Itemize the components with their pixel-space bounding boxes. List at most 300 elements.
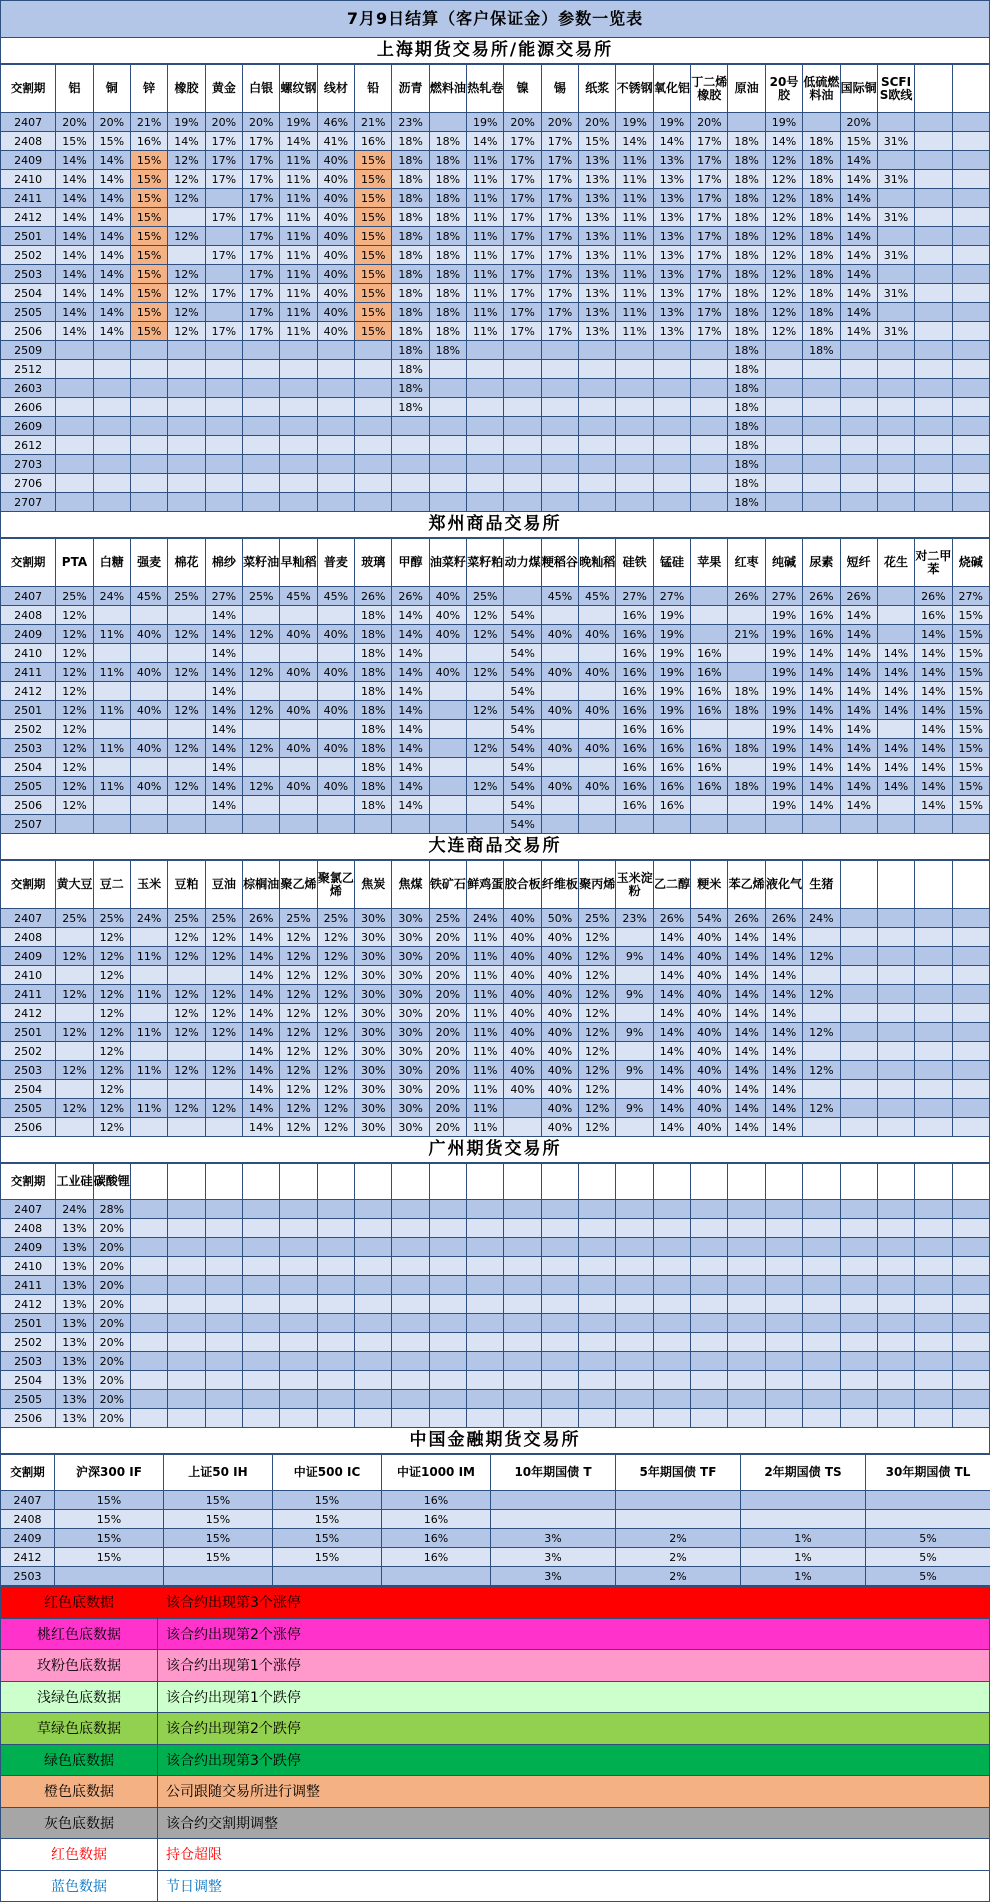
margin-rate-cell	[243, 360, 280, 379]
margin-rate-cell	[317, 493, 354, 512]
margin-rate-cell: 16%	[616, 663, 653, 682]
margin-rate-cell: 24%	[130, 909, 167, 928]
margin-rate-cell	[952, 966, 989, 985]
margin-rate-cell	[205, 1118, 242, 1137]
margin-rate-cell	[616, 1118, 653, 1137]
margin-rate-cell: 3%	[491, 1529, 616, 1548]
margin-rate-cell	[317, 1219, 354, 1238]
table-row	[1, 1276, 990, 1295]
table-row	[1, 208, 990, 227]
margin-rate-cell	[803, 1238, 840, 1257]
margin-rate-cell: 11%	[467, 189, 504, 208]
margin-rate-cell	[653, 360, 690, 379]
margin-rate-cell	[579, 1371, 616, 1390]
margin-rate-cell	[915, 1061, 952, 1080]
margin-rate-cell	[467, 1219, 504, 1238]
margin-rate-cell	[616, 398, 653, 417]
margin-rate-cell: 11%	[93, 663, 130, 682]
margin-rate-cell	[205, 1333, 242, 1352]
margin-rate-cell: 14%	[392, 739, 429, 758]
margin-rate-cell: 14%	[93, 303, 130, 322]
margin-rate-cell: 16%	[616, 701, 653, 720]
margin-rate-cell	[168, 398, 205, 417]
margin-rate-cell: 2%	[616, 1548, 741, 1567]
margin-rate-cell	[243, 1352, 280, 1371]
margin-rate-cell: 14%	[728, 1080, 765, 1099]
margin-rate-cell: 40%	[541, 625, 578, 644]
delivery-period-cell: 2408	[1, 928, 56, 947]
margin-rate-cell	[691, 417, 728, 436]
margin-rate-cell	[803, 1219, 840, 1238]
margin-rate-cell: 17%	[205, 170, 242, 189]
delivery-period-cell: 2501	[1, 1023, 56, 1042]
margin-rate-cell	[579, 1295, 616, 1314]
margin-rate-cell: 30%	[355, 966, 392, 985]
margin-rate-cell: 14%	[392, 663, 429, 682]
margin-rate-cell: 40%	[317, 322, 354, 341]
margin-rate-cell	[915, 208, 952, 227]
margin-rate-cell: 14%	[243, 947, 280, 966]
margin-rate-cell	[205, 1257, 242, 1276]
margin-rate-cell	[130, 815, 167, 834]
margin-rate-cell: 40%	[541, 1080, 578, 1099]
margin-rate-cell: 25%	[317, 909, 354, 928]
column-header: 橡胶	[168, 65, 205, 113]
margin-rate-cell: 40%	[579, 625, 616, 644]
margin-rate-cell: 14%	[840, 625, 877, 644]
margin-rate-cell	[467, 1238, 504, 1257]
column-header: 沪深300 IF	[55, 1455, 164, 1491]
margin-rate-cell: 18%	[429, 341, 466, 360]
margin-rate-cell	[952, 1080, 989, 1099]
margin-rate-cell	[952, 303, 989, 322]
margin-rate-cell	[579, 1276, 616, 1295]
margin-rate-cell: 20%	[579, 113, 616, 132]
margin-rate-cell	[952, 379, 989, 398]
margin-rate-cell	[243, 720, 280, 739]
margin-rate-cell	[168, 606, 205, 625]
legend-row	[1, 1744, 990, 1776]
margin-rate-cell: 14%	[728, 928, 765, 947]
margin-rate-cell	[691, 474, 728, 493]
margin-rate-cell	[467, 341, 504, 360]
margin-rate-cell	[355, 1371, 392, 1390]
margin-rate-cell	[803, 1295, 840, 1314]
margin-rate-cell: 18%	[728, 455, 765, 474]
margin-rate-cell	[840, 360, 877, 379]
margin-rate-cell	[952, 1238, 989, 1257]
margin-rate-cell: 54%	[691, 909, 728, 928]
margin-rate-cell	[915, 132, 952, 151]
margin-rate-cell	[317, 1257, 354, 1276]
margin-rate-cell	[130, 474, 167, 493]
margin-rate-cell: 12%	[280, 1118, 317, 1137]
margin-rate-cell: 13%	[56, 1295, 93, 1314]
margin-rate-cell	[467, 1200, 504, 1219]
margin-rate-cell	[803, 398, 840, 417]
margin-rate-cell	[616, 1004, 653, 1023]
margin-rate-cell: 17%	[243, 265, 280, 284]
margin-rate-cell: 18%	[728, 208, 765, 227]
margin-rate-cell	[355, 341, 392, 360]
margin-rate-cell	[205, 1276, 242, 1295]
margin-rate-cell	[803, 815, 840, 834]
margin-rate-cell	[205, 1409, 242, 1428]
margin-rate-cell	[541, 455, 578, 474]
margin-rate-cell: 12%	[205, 1099, 242, 1118]
margin-rate-cell	[653, 1200, 690, 1219]
margin-rate-cell: 11%	[467, 284, 504, 303]
margin-rate-cell: 13%	[653, 151, 690, 170]
margin-rate-cell	[803, 1352, 840, 1371]
margin-rate-cell	[467, 644, 504, 663]
margin-rate-cell: 16%	[653, 796, 690, 815]
column-header: 不锈钢	[616, 65, 653, 113]
margin-rate-cell	[205, 815, 242, 834]
margin-rate-cell	[56, 360, 93, 379]
margin-rate-cell: 13%	[56, 1219, 93, 1238]
margin-rate-cell	[130, 1409, 167, 1428]
table-row	[1, 1118, 990, 1137]
margin-rate-cell: 12%	[205, 947, 242, 966]
legend-description: 该合约出现第3个涨停	[158, 1587, 990, 1619]
margin-rate-cell: 9%	[616, 947, 653, 966]
margin-rate-cell: 40%	[691, 1099, 728, 1118]
margin-rate-cell	[541, 758, 578, 777]
margin-rate-cell: 14%	[653, 928, 690, 947]
margin-rate-cell: 17%	[691, 284, 728, 303]
margin-rate-cell: 14%	[840, 284, 877, 303]
column-header	[952, 861, 989, 909]
margin-rate-cell: 14%	[840, 322, 877, 341]
margin-rate-cell	[877, 151, 914, 170]
margin-rate-cell	[317, 815, 354, 834]
margin-rate-cell: 30%	[392, 1061, 429, 1080]
table-row	[1, 227, 990, 246]
table-row	[1, 985, 990, 1004]
column-header: 工业硅	[56, 1164, 93, 1200]
margin-rate-cell: 24%	[93, 587, 130, 606]
margin-rate-cell	[915, 151, 952, 170]
margin-rate-cell	[728, 720, 765, 739]
margin-rate-cell	[915, 265, 952, 284]
margin-rate-cell	[392, 1257, 429, 1276]
margin-rate-cell	[952, 1390, 989, 1409]
margin-rate-cell: 40%	[504, 985, 541, 1004]
margin-rate-cell	[915, 189, 952, 208]
margin-rate-cell	[56, 1080, 93, 1099]
margin-rate-cell: 17%	[504, 322, 541, 341]
column-header: 粳米	[691, 861, 728, 909]
margin-rate-cell: 14%	[205, 720, 242, 739]
table-row	[1, 1238, 990, 1257]
margin-rate-cell	[952, 1042, 989, 1061]
column-header	[504, 1164, 541, 1200]
margin-rate-cell	[429, 1200, 466, 1219]
margin-rate-cell: 12%	[93, 1099, 130, 1118]
margin-rate-cell: 16%	[616, 796, 653, 815]
margin-rate-cell: 16%	[653, 777, 690, 796]
margin-rate-cell	[915, 1238, 952, 1257]
margin-rate-cell	[840, 1295, 877, 1314]
margin-rate-cell: 30%	[392, 947, 429, 966]
margin-rate-cell	[691, 493, 728, 512]
table-row	[1, 246, 990, 265]
column-header: 中证1000 IM	[382, 1455, 491, 1491]
margin-rate-cell: 40%	[504, 1080, 541, 1099]
margin-rate-cell	[93, 417, 130, 436]
delivery-period-cell: 2408	[1, 132, 56, 151]
margin-rate-cell	[429, 398, 466, 417]
margin-rate-cell	[317, 436, 354, 455]
margin-rate-cell: 12%	[579, 1023, 616, 1042]
margin-rate-cell	[877, 189, 914, 208]
margin-rate-cell: 12%	[168, 265, 205, 284]
margin-rate-cell: 18%	[392, 132, 429, 151]
margin-rate-cell	[467, 682, 504, 701]
column-header: 苹果	[691, 539, 728, 587]
margin-rate-cell	[915, 1352, 952, 1371]
margin-rate-cell: 16%	[691, 644, 728, 663]
margin-rate-cell	[541, 796, 578, 815]
margin-rate-cell	[840, 1023, 877, 1042]
margin-rate-cell	[616, 1276, 653, 1295]
margin-rate-cell	[504, 1200, 541, 1219]
margin-rate-cell: 18%	[392, 208, 429, 227]
margin-rate-cell: 12%	[765, 265, 802, 284]
column-header: 锡	[541, 65, 578, 113]
margin-rate-cell	[382, 1567, 491, 1586]
margin-rate-cell: 13%	[56, 1333, 93, 1352]
column-header: 胶合板	[504, 861, 541, 909]
margin-rate-cell: 15%	[952, 758, 989, 777]
delivery-period-cell: 2505	[1, 1099, 56, 1118]
margin-rate-cell	[765, 1276, 802, 1295]
margin-rate-cell: 14%	[205, 606, 242, 625]
margin-rate-cell	[504, 455, 541, 474]
margin-rate-cell: 11%	[280, 189, 317, 208]
column-header: 聚氯乙烯	[317, 861, 354, 909]
margin-rate-cell	[840, 985, 877, 1004]
column-header	[915, 861, 952, 909]
margin-rate-cell	[915, 493, 952, 512]
margin-rate-cell	[840, 379, 877, 398]
delivery-period-cell: 2603	[1, 379, 56, 398]
margin-rate-cell	[877, 417, 914, 436]
table-row	[1, 947, 990, 966]
margin-rate-cell: 17%	[205, 132, 242, 151]
margin-rate-cell	[130, 1042, 167, 1061]
margin-rate-cell	[168, 1238, 205, 1257]
table-row	[1, 1352, 990, 1371]
margin-rate-cell	[429, 417, 466, 436]
margin-table	[0, 64, 990, 512]
table-row	[1, 322, 990, 341]
table-row	[1, 928, 990, 947]
margin-rate-cell	[691, 1238, 728, 1257]
margin-rate-cell: 23%	[392, 113, 429, 132]
margin-rate-cell: 40%	[691, 1004, 728, 1023]
margin-rate-cell: 14%	[392, 796, 429, 815]
margin-rate-cell	[392, 1200, 429, 1219]
margin-rate-cell	[243, 1276, 280, 1295]
margin-rate-cell	[392, 1352, 429, 1371]
margin-rate-cell: 14%	[840, 739, 877, 758]
margin-rate-cell	[952, 1333, 989, 1352]
margin-rate-cell: 12%	[93, 928, 130, 947]
margin-rate-cell	[579, 644, 616, 663]
margin-rate-cell: 17%	[243, 189, 280, 208]
margin-rate-cell: 14%	[93, 265, 130, 284]
margin-rate-cell: 31%	[877, 322, 914, 341]
margin-rate-cell: 14%	[915, 739, 952, 758]
margin-rate-cell: 19%	[653, 663, 690, 682]
margin-rate-cell: 40%	[541, 701, 578, 720]
margin-rate-cell: 16%	[691, 758, 728, 777]
margin-rate-cell: 17%	[541, 132, 578, 151]
column-header: 焦炭	[355, 861, 392, 909]
table-row	[1, 151, 990, 170]
margin-rate-cell	[392, 417, 429, 436]
column-header: 原油	[728, 65, 765, 113]
margin-rate-cell	[130, 379, 167, 398]
margin-rate-cell: 20%	[93, 1219, 130, 1238]
margin-rate-cell: 2%	[616, 1529, 741, 1548]
margin-rate-cell: 18%	[728, 360, 765, 379]
margin-rate-cell	[168, 474, 205, 493]
margin-rate-cell	[392, 493, 429, 512]
margin-rate-cell: 17%	[541, 151, 578, 170]
margin-rate-cell: 14%	[915, 720, 952, 739]
margin-rate-cell	[866, 1491, 990, 1510]
margin-rate-cell	[168, 493, 205, 512]
margin-rate-cell: 11%	[467, 985, 504, 1004]
margin-rate-cell: 12%	[56, 625, 93, 644]
margin-rate-cell	[691, 1333, 728, 1352]
column-header: 交割期	[1, 1164, 56, 1200]
margin-rate-cell: 18%	[728, 493, 765, 512]
margin-rate-cell	[355, 1333, 392, 1352]
margin-rate-cell	[168, 455, 205, 474]
margin-rate-cell	[429, 644, 466, 663]
margin-rate-cell: 12%	[168, 151, 205, 170]
margin-rate-cell	[93, 360, 130, 379]
margin-rate-cell	[541, 1219, 578, 1238]
margin-rate-cell	[653, 398, 690, 417]
margin-rate-cell: 16%	[382, 1510, 491, 1529]
margin-rate-cell: 14%	[467, 132, 504, 151]
table-row	[1, 758, 990, 777]
delivery-period-cell: 2407	[1, 1200, 56, 1219]
legend-description: 该合约出现第2个涨停	[158, 1618, 990, 1650]
margin-rate-cell	[616, 1371, 653, 1390]
margin-rate-cell: 14%	[877, 758, 914, 777]
margin-rate-cell: 14%	[56, 208, 93, 227]
delivery-period-cell: 2504	[1, 758, 56, 777]
margin-rate-cell	[392, 815, 429, 834]
margin-rate-cell	[467, 417, 504, 436]
margin-rate-cell: 20%	[243, 113, 280, 132]
margin-rate-cell: 40%	[317, 739, 354, 758]
margin-rate-cell: 17%	[504, 170, 541, 189]
margin-rate-cell: 16%	[915, 606, 952, 625]
margin-rate-cell: 30%	[355, 1118, 392, 1137]
margin-rate-cell: 12%	[168, 189, 205, 208]
margin-rate-cell	[840, 1118, 877, 1137]
margin-rate-cell: 19%	[765, 701, 802, 720]
margin-rate-cell: 12%	[56, 985, 93, 1004]
margin-rate-cell	[579, 1390, 616, 1409]
margin-rate-cell	[429, 1276, 466, 1295]
margin-rate-cell: 40%	[317, 246, 354, 265]
margin-rate-cell: 16%	[382, 1548, 491, 1567]
margin-rate-cell: 12%	[280, 985, 317, 1004]
column-header: 上证50 IH	[164, 1455, 273, 1491]
margin-rate-cell: 12%	[280, 966, 317, 985]
margin-rate-cell	[243, 1200, 280, 1219]
margin-rate-cell	[541, 1200, 578, 1219]
margin-rate-cell: 13%	[579, 151, 616, 170]
margin-rate-cell: 14%	[728, 966, 765, 985]
margin-rate-cell	[467, 1352, 504, 1371]
margin-rate-cell: 19%	[765, 625, 802, 644]
column-header	[616, 1164, 653, 1200]
margin-rate-cell: 30%	[392, 1023, 429, 1042]
margin-rate-cell	[952, 265, 989, 284]
margin-rate-cell: 11%	[467, 966, 504, 985]
margin-rate-cell: 40%	[280, 739, 317, 758]
margin-rate-cell: 54%	[504, 796, 541, 815]
margin-rate-cell: 11%	[467, 208, 504, 227]
margin-rate-cell	[952, 113, 989, 132]
margin-rate-cell: 15%	[130, 303, 167, 322]
margin-rate-cell	[355, 360, 392, 379]
margin-rate-cell: 15%	[164, 1510, 273, 1529]
margin-rate-cell: 15%	[55, 1510, 164, 1529]
margin-rate-cell: 14%	[765, 1023, 802, 1042]
margin-rate-cell	[616, 1314, 653, 1333]
margin-rate-cell	[915, 1314, 952, 1333]
margin-rate-cell: 46%	[317, 113, 354, 132]
margin-rate-cell	[653, 1314, 690, 1333]
margin-rate-cell	[915, 928, 952, 947]
margin-rate-cell: 40%	[691, 966, 728, 985]
margin-rate-cell: 11%	[616, 227, 653, 246]
margin-rate-cell	[952, 1409, 989, 1428]
margin-rate-cell: 14%	[56, 189, 93, 208]
legend-description: 节日调整	[158, 1870, 990, 1902]
margin-rate-cell: 18%	[803, 322, 840, 341]
column-header	[467, 1164, 504, 1200]
margin-rate-cell	[952, 132, 989, 151]
margin-rate-cell: 12%	[579, 966, 616, 985]
legend-row	[1, 1618, 990, 1650]
margin-rate-cell: 5%	[866, 1529, 990, 1548]
margin-rate-cell: 40%	[541, 947, 578, 966]
margin-rate-cell	[877, 398, 914, 417]
margin-rate-cell: 12%	[765, 189, 802, 208]
margin-rate-cell: 12%	[168, 985, 205, 1004]
margin-rate-cell	[392, 474, 429, 493]
margin-rate-cell: 40%	[541, 1023, 578, 1042]
margin-rate-cell: 12%	[579, 1118, 616, 1137]
margin-rate-cell: 12%	[205, 1004, 242, 1023]
margin-rate-cell	[467, 1276, 504, 1295]
margin-rate-cell	[205, 265, 242, 284]
margin-rate-cell	[130, 1004, 167, 1023]
delivery-period-cell: 2410	[1, 170, 56, 189]
margin-rate-cell	[56, 436, 93, 455]
